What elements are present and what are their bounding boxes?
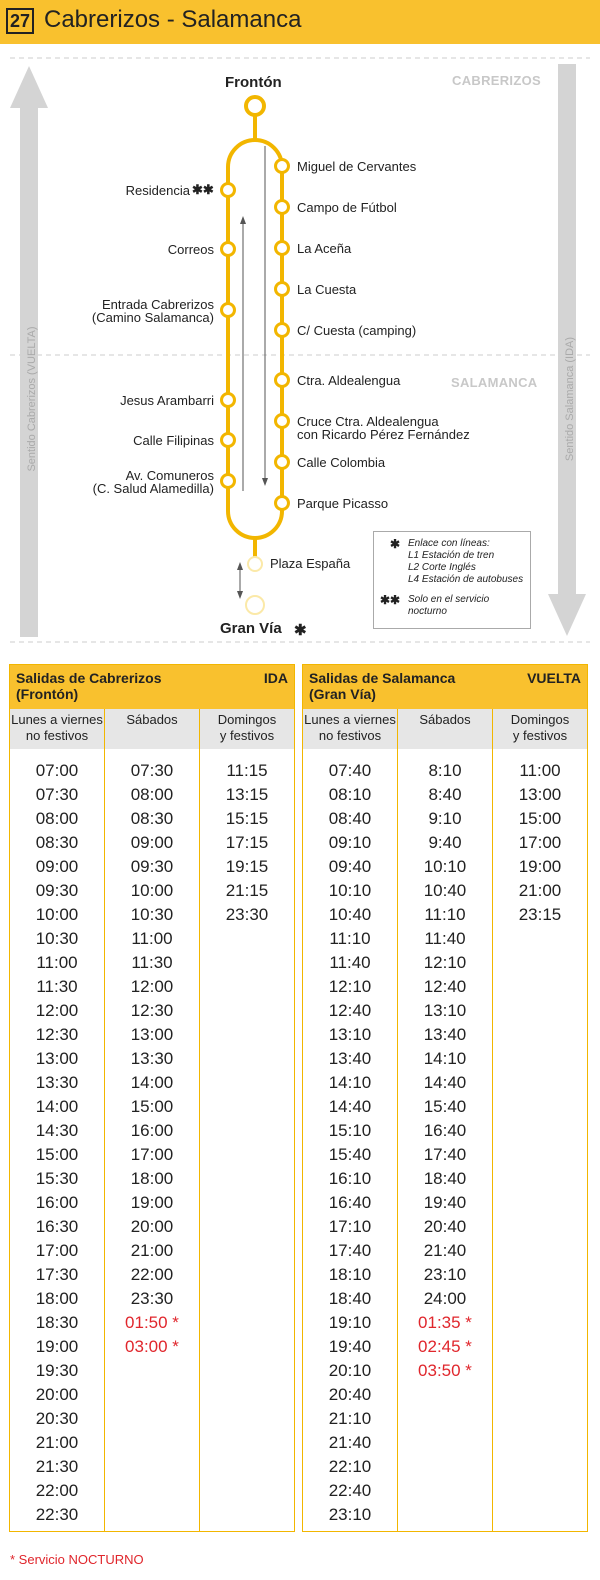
stop-marker <box>276 374 289 387</box>
stop-marker <box>222 394 235 407</box>
departure-time: 09:00 <box>130 833 174 852</box>
departure-time: 19:15 <box>225 857 269 876</box>
stop-marker <box>276 201 289 214</box>
departure-time: 20:10 <box>328 1361 372 1380</box>
departure-time: 17:10 <box>328 1217 372 1236</box>
stop-marker <box>222 184 235 197</box>
night-service-footnote: * Servicio NOCTURNO <box>10 1552 144 1567</box>
stop-marker <box>222 475 235 488</box>
departure-time: 20:40 <box>423 1217 467 1236</box>
stop-marker-plaza-espana <box>248 557 262 571</box>
departure-time: 21:00 <box>35 1433 79 1452</box>
departure-time: 12:00 <box>35 1001 79 1020</box>
direction-label-right: Sentido Salamanca (IDA) <box>564 336 576 462</box>
stop-marker <box>276 497 289 510</box>
departure-time: 14:10 <box>328 1073 372 1092</box>
departure-time: 08:00 <box>130 785 174 804</box>
residencia-star-icon: ✱✱ <box>192 182 214 197</box>
departure-time: 12:40 <box>328 1001 372 1020</box>
departure-time: 08:30 <box>35 833 79 852</box>
departure-time: 08:40 <box>328 809 372 828</box>
legend-star-icon: ✱ <box>390 537 401 551</box>
night-departure-time: 01:50 * <box>125 1313 179 1332</box>
route-loop <box>228 140 282 538</box>
departure-time: 15:40 <box>328 1145 372 1164</box>
departure-time: 10:10 <box>328 881 372 900</box>
departure-time: 16:00 <box>35 1193 79 1212</box>
departure-time: 07:30 <box>130 761 174 780</box>
stop-label-right: Miguel de Cervantes <box>297 159 417 174</box>
legend-night-text: Solo en el servicio nocturno <box>408 594 490 617</box>
stop-label-left: Correos <box>167 242 214 257</box>
departure-time: 23:10 <box>328 1505 372 1524</box>
departure-time: 19:00 <box>35 1337 79 1356</box>
night-departure-time: 03:50 * <box>418 1361 472 1380</box>
stop-marker <box>222 434 235 447</box>
legend-connections-text: Enlace con líneas: L1 Estación de tren L2 Corte Inglés L4 Estación de autobuses <box>408 538 524 585</box>
departure-time: 19:40 <box>328 1337 372 1356</box>
departure-time: 10:40 <box>328 905 372 924</box>
stop-label-left: Av. Comuneros (C. Salud Alamedilla) <box>92 468 214 496</box>
legend-box <box>373 531 531 629</box>
departure-time: 10:00 <box>35 905 79 924</box>
departure-time: 22:00 <box>130 1265 174 1284</box>
departure-time: 14:00 <box>35 1097 79 1116</box>
departure-time: 19:40 <box>423 1193 467 1212</box>
column-header-saturdays: Sábados <box>105 709 199 749</box>
stop-label-right: Campo de Fútbol <box>297 200 397 215</box>
legend-row-night <box>380 594 530 622</box>
stop-label-plaza-espana: Plaza España <box>270 556 351 571</box>
schedule-header <box>10 665 294 709</box>
departure-time: 16:40 <box>423 1121 467 1140</box>
departure-time: 24:00 <box>423 1289 467 1308</box>
departure-time: 15:10 <box>328 1121 372 1140</box>
departure-time: 20:00 <box>35 1385 79 1404</box>
departure-time: 11:00 <box>519 761 561 780</box>
departure-time: 16:30 <box>35 1217 79 1236</box>
double-arrowhead-down <box>237 591 243 599</box>
departure-time: 21:40 <box>423 1241 467 1260</box>
departure-time: 16:00 <box>130 1121 174 1140</box>
night-departure-time: 02:45 * <box>418 1337 472 1356</box>
stop-marker <box>276 283 289 296</box>
departure-time: 18:00 <box>130 1169 174 1188</box>
departure-time: 8:40 <box>428 785 462 804</box>
direction-label-left: Sentido Cabrerizos (VUELTA) <box>26 326 38 472</box>
schedule-direction: VUELTA <box>527 670 581 686</box>
departure-time: 19:00 <box>130 1193 174 1212</box>
terminal-gran-via: Gran Vía <box>220 620 282 637</box>
column-header-weekdays: Lunes a viernes no festivos <box>10 709 104 749</box>
departure-time: 8:10 <box>428 761 462 780</box>
departure-time: 17:40 <box>328 1241 372 1260</box>
departure-time: 14:10 <box>423 1049 467 1068</box>
column-header-sundays: Domingos y festivos <box>200 709 294 749</box>
stop-marker-fronton <box>246 97 264 115</box>
departure-time: 13:15 <box>225 785 269 804</box>
stop-label-right: Calle Colombia <box>297 455 386 470</box>
departure-time: 14:30 <box>35 1121 79 1140</box>
departure-time: 12:40 <box>423 977 467 996</box>
departure-time: 21:15 <box>225 881 269 900</box>
departure-time: 9:40 <box>428 833 462 852</box>
departure-time: 11:00 <box>131 929 173 948</box>
stop-marker <box>276 242 289 255</box>
departure-time: 20:00 <box>130 1217 174 1236</box>
departure-time: 11:00 <box>36 953 78 972</box>
times-saturdays <box>105 759 199 1359</box>
departure-time: 12:10 <box>328 977 372 996</box>
stop-marker <box>276 324 289 337</box>
departure-time: 21:40 <box>328 1433 372 1452</box>
departure-time: 10:30 <box>130 905 174 924</box>
departure-time: 08:10 <box>328 785 372 804</box>
departure-time: 08:00 <box>35 809 79 828</box>
departure-time: 10:40 <box>423 881 467 900</box>
legend-double-star-icon: ✱✱ <box>380 593 401 607</box>
departure-time: 12:10 <box>423 953 467 972</box>
departure-time: 13:40 <box>328 1049 372 1068</box>
stop-label-right: C/ Cuesta (camping) <box>297 323 417 338</box>
departure-time: 13:30 <box>35 1073 79 1092</box>
times-sundays <box>493 759 587 927</box>
stop-label-right: Parque Picasso <box>297 496 389 511</box>
departure-time: 12:00 <box>130 977 174 996</box>
stop-label-left: Jesus Arambarri <box>120 393 214 408</box>
departure-time: 12:30 <box>130 1001 174 1020</box>
gran-via-star-icon: ✱ <box>294 622 307 639</box>
stop-marker-gran-via <box>246 596 264 614</box>
schedule-ida <box>9 664 295 1532</box>
departure-time: 09:40 <box>328 857 372 876</box>
departure-time: 21:30 <box>35 1457 79 1476</box>
zone-label-cabrerizos: CABRERIZOS <box>452 73 541 88</box>
stop-label-right: La Aceña <box>297 241 352 256</box>
departure-time: 18:10 <box>328 1265 372 1284</box>
departure-time: 18:40 <box>328 1289 372 1308</box>
departure-time: 19:30 <box>35 1361 79 1380</box>
departure-time: 15:30 <box>35 1169 79 1188</box>
column-header-weekdays: Lunes a viernes no festivos <box>303 709 397 749</box>
stop-label-right: Cruce Ctra. Aldealengua con Ricardo Pérez Fernández <box>297 414 470 442</box>
header-bar <box>0 0 600 44</box>
schedule-title: Salidas de Cabrerizos (Frontón) <box>16 670 162 702</box>
departure-time: 15:00 <box>518 809 562 828</box>
departure-time: 20:40 <box>328 1385 372 1404</box>
stop-label-left: Calle Filipinas <box>133 433 214 448</box>
departure-time: 15:15 <box>225 809 269 828</box>
departure-time: 12:30 <box>35 1025 79 1044</box>
departure-time: 15:00 <box>130 1097 174 1116</box>
departure-time: 13:00 <box>35 1049 79 1068</box>
departure-time: 9:10 <box>428 809 462 828</box>
times-sundays <box>200 759 294 927</box>
departure-time: 21:10 <box>328 1409 372 1428</box>
night-departure-time: 01:35 * <box>418 1313 472 1332</box>
stop-label-left: Residencia <box>125 183 190 198</box>
departure-time: 18:30 <box>35 1313 79 1332</box>
stop-label-right: Ctra. Aldealengua <box>297 373 401 388</box>
line-number-badge: 27 <box>6 8 34 34</box>
departure-time: 22:00 <box>35 1481 79 1500</box>
departure-time: 07:30 <box>35 785 79 804</box>
times-weekdays <box>303 759 397 1527</box>
departure-time: 22:10 <box>328 1457 372 1476</box>
departure-time: 11:30 <box>131 953 173 972</box>
departure-time: 17:15 <box>225 833 269 852</box>
departure-time: 11:10 <box>424 905 466 924</box>
departure-time: 08:30 <box>130 809 174 828</box>
inner-arrowhead-down <box>262 478 268 486</box>
departure-time: 13:10 <box>328 1025 372 1044</box>
departure-time: 09:30 <box>35 881 79 900</box>
stop-marker <box>276 456 289 469</box>
schedule-vuelta <box>302 664 588 1532</box>
page-title: Cabrerizos - Salamanca <box>44 6 302 33</box>
departure-time: 19:00 <box>518 857 562 876</box>
departure-time: 23:10 <box>423 1265 467 1284</box>
departure-time: 15:40 <box>423 1097 467 1116</box>
departure-time: 13:10 <box>423 1001 467 1020</box>
zone-label-salamanca: SALAMANCA <box>451 375 538 390</box>
departure-time: 11:15 <box>226 761 268 780</box>
schedule-header <box>303 665 587 709</box>
departure-time: 16:10 <box>328 1169 372 1188</box>
departure-time: 14:40 <box>328 1097 372 1116</box>
departure-time: 19:10 <box>328 1313 372 1332</box>
column-header-sundays: Domingos y festivos <box>493 709 587 749</box>
double-arrowhead-up <box>237 562 243 570</box>
legend-row-connections <box>380 538 530 588</box>
departure-time: 23:30 <box>225 905 269 924</box>
departure-time: 20:30 <box>35 1409 79 1428</box>
departure-time: 13:00 <box>518 785 562 804</box>
departure-time: 17:00 <box>518 833 562 852</box>
departure-time: 23:15 <box>518 905 562 924</box>
stop-label-left: Entrada Cabrerizos (Camino Salamanca) <box>91 297 214 325</box>
departure-time: 09:10 <box>328 833 372 852</box>
departure-time: 18:40 <box>423 1169 467 1188</box>
departure-time: 10:00 <box>130 881 174 900</box>
departure-time: 11:40 <box>424 929 466 948</box>
column-header-saturdays: Sábados <box>398 709 492 749</box>
departure-time: 10:30 <box>35 929 79 948</box>
departure-time: 09:30 <box>130 857 174 876</box>
stop-marker <box>276 160 289 173</box>
inner-arrowhead-up <box>240 216 246 224</box>
stop-label-right: La Cuesta <box>297 282 357 297</box>
departure-time: 17:40 <box>423 1145 467 1164</box>
departure-time: 13:00 <box>130 1025 174 1044</box>
departure-time: 07:40 <box>328 761 372 780</box>
departure-time: 21:00 <box>518 881 562 900</box>
departure-time: 09:00 <box>35 857 79 876</box>
times-weekdays <box>10 759 104 1527</box>
departure-time: 23:30 <box>130 1289 174 1308</box>
departure-time: 17:30 <box>35 1265 79 1284</box>
departure-time: 11:10 <box>329 929 371 948</box>
stop-marker <box>222 304 235 317</box>
departure-time: 17:00 <box>35 1241 79 1260</box>
stop-marker <box>276 415 289 428</box>
departure-time: 15:00 <box>35 1145 79 1164</box>
times-saturdays <box>398 759 492 1383</box>
departure-time: 07:00 <box>35 761 79 780</box>
departure-time: 16:40 <box>328 1193 372 1212</box>
departure-time: 14:00 <box>130 1073 174 1092</box>
departure-time: 22:30 <box>35 1505 79 1524</box>
departure-time: 22:40 <box>328 1481 372 1500</box>
departure-time: 10:10 <box>423 857 467 876</box>
departure-time: 13:40 <box>423 1025 467 1044</box>
night-departure-time: 03:00 * <box>125 1337 179 1356</box>
stop-marker <box>222 243 235 256</box>
schedule-title: Salidas de Salamanca (Gran Vía) <box>309 670 456 702</box>
route-map <box>0 44 600 654</box>
departure-time: 21:00 <box>130 1241 174 1260</box>
departure-time: 11:30 <box>36 977 78 996</box>
departure-time: 14:40 <box>423 1073 467 1092</box>
departure-time: 18:00 <box>35 1289 79 1308</box>
departure-time: 11:40 <box>329 953 371 972</box>
schedule-direction: IDA <box>263 670 288 686</box>
terminal-fronton: Frontón <box>225 74 282 91</box>
departure-time: 13:30 <box>130 1049 174 1068</box>
departure-time: 17:00 <box>130 1145 174 1164</box>
